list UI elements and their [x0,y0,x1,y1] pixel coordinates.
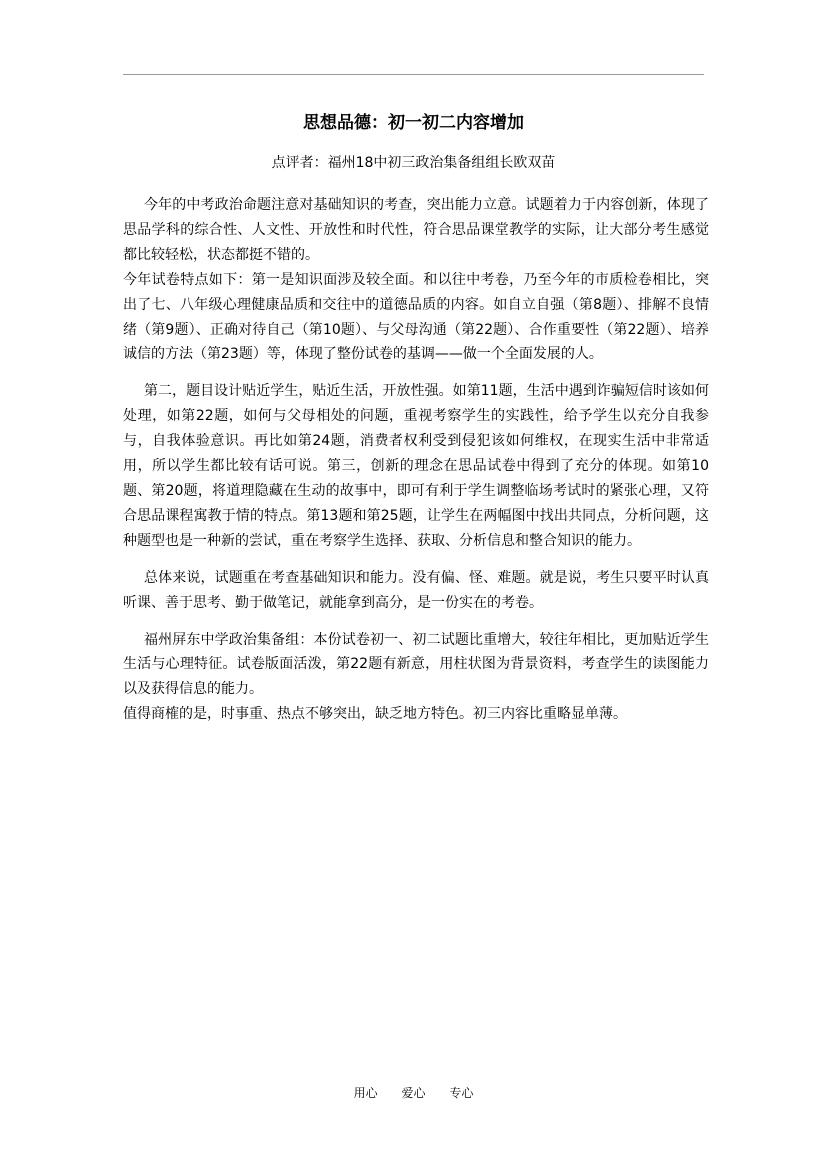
paragraph-summary: 总体来说，试题重在考查基础知识和能力。没有偏、怪、难题。就是说，考生只要平时认真听课、善于思考、勤于做笔记，就能拿到高分，是一份实在的考卷。 [123,569,709,611]
footer-item: 专心 [449,1086,474,1100]
paragraph-features: 今年试卷特点如下：第一是知识面涉及较全面。和以往中考卷，乃至今年的市质检卷相比，突出了七、八年级心理健康品质和交往中的道德品质的内容。如自立自强（第8题）、排解不良情绪（第9题）、正确对待自己（第10题）、与父母沟通（第22题）、合作重要性（第22题）、培养诚信的方法（第23题）等，体现了整份试卷的基调——做一个全面发展的人。 [123,271,709,363]
paragraph-critique: 值得商榷的是，时事重、热点不够突出，缺乏地方特色。初三内容比重略显单薄。 [123,706,627,723]
paragraph-second-point: 第二，题目设计贴近学生，贴近生活，开放性强。如第11题，生活中遇到诈骗短信时该如何处理，如第22题，如何与父母相处的问题，重视考察学生的实践性，给予学生以充分自我参与，自我体验意识。再比如第24题，消费者权利受到侵犯该如何维权，在现实生活中非常适用，所以学生都比较有话可说。第三，创新的理念在思品试卷中得到了充分的体现。如第10题、第20题，将道理隐藏在生动的故事中，即可有利于学生调整临场考试时的紧张心理，又符合思品课程寓教于情的特点。第13题和第25题，让学生在两幅图中找出共同点，分析问题，这种题型也是一种新的尝试，重在考察学生选择、获取、分析信息和整合知识的能力。 [123,383,709,549]
article-body [123,193,709,727]
page-footer [0,1083,827,1103]
header-rule [123,74,704,75]
footer-item: 爱心 [401,1086,426,1100]
page-title: 思想品德：初一初二内容增加 [303,113,524,133]
footer-item: 用心 [353,1086,378,1100]
reviewer-line: 点评者：福州18中初三政治集备组组长欧双苗 [271,155,556,171]
paragraph-pingdong-review: 福州屏东中学政治集备组：本份试卷初一、初二试题比重增大，较往年相比，更加贴近学生生活与心理特征。试卷版面活泼，第22题有新意，用柱状图为背景资料，考查学生的读图能力以及获得信息的能力。 [123,631,709,698]
paragraph-intro: 今年的中考政治命题注意对基础知识的考查，突出能力立意。试题着力于内容创新，体现了思品学科的综合性、人文性、开放性和时代性，符合思品课堂教学的实际，让大部分考生感觉都比较轻松，状态都挺不错的。 [123,197,709,263]
